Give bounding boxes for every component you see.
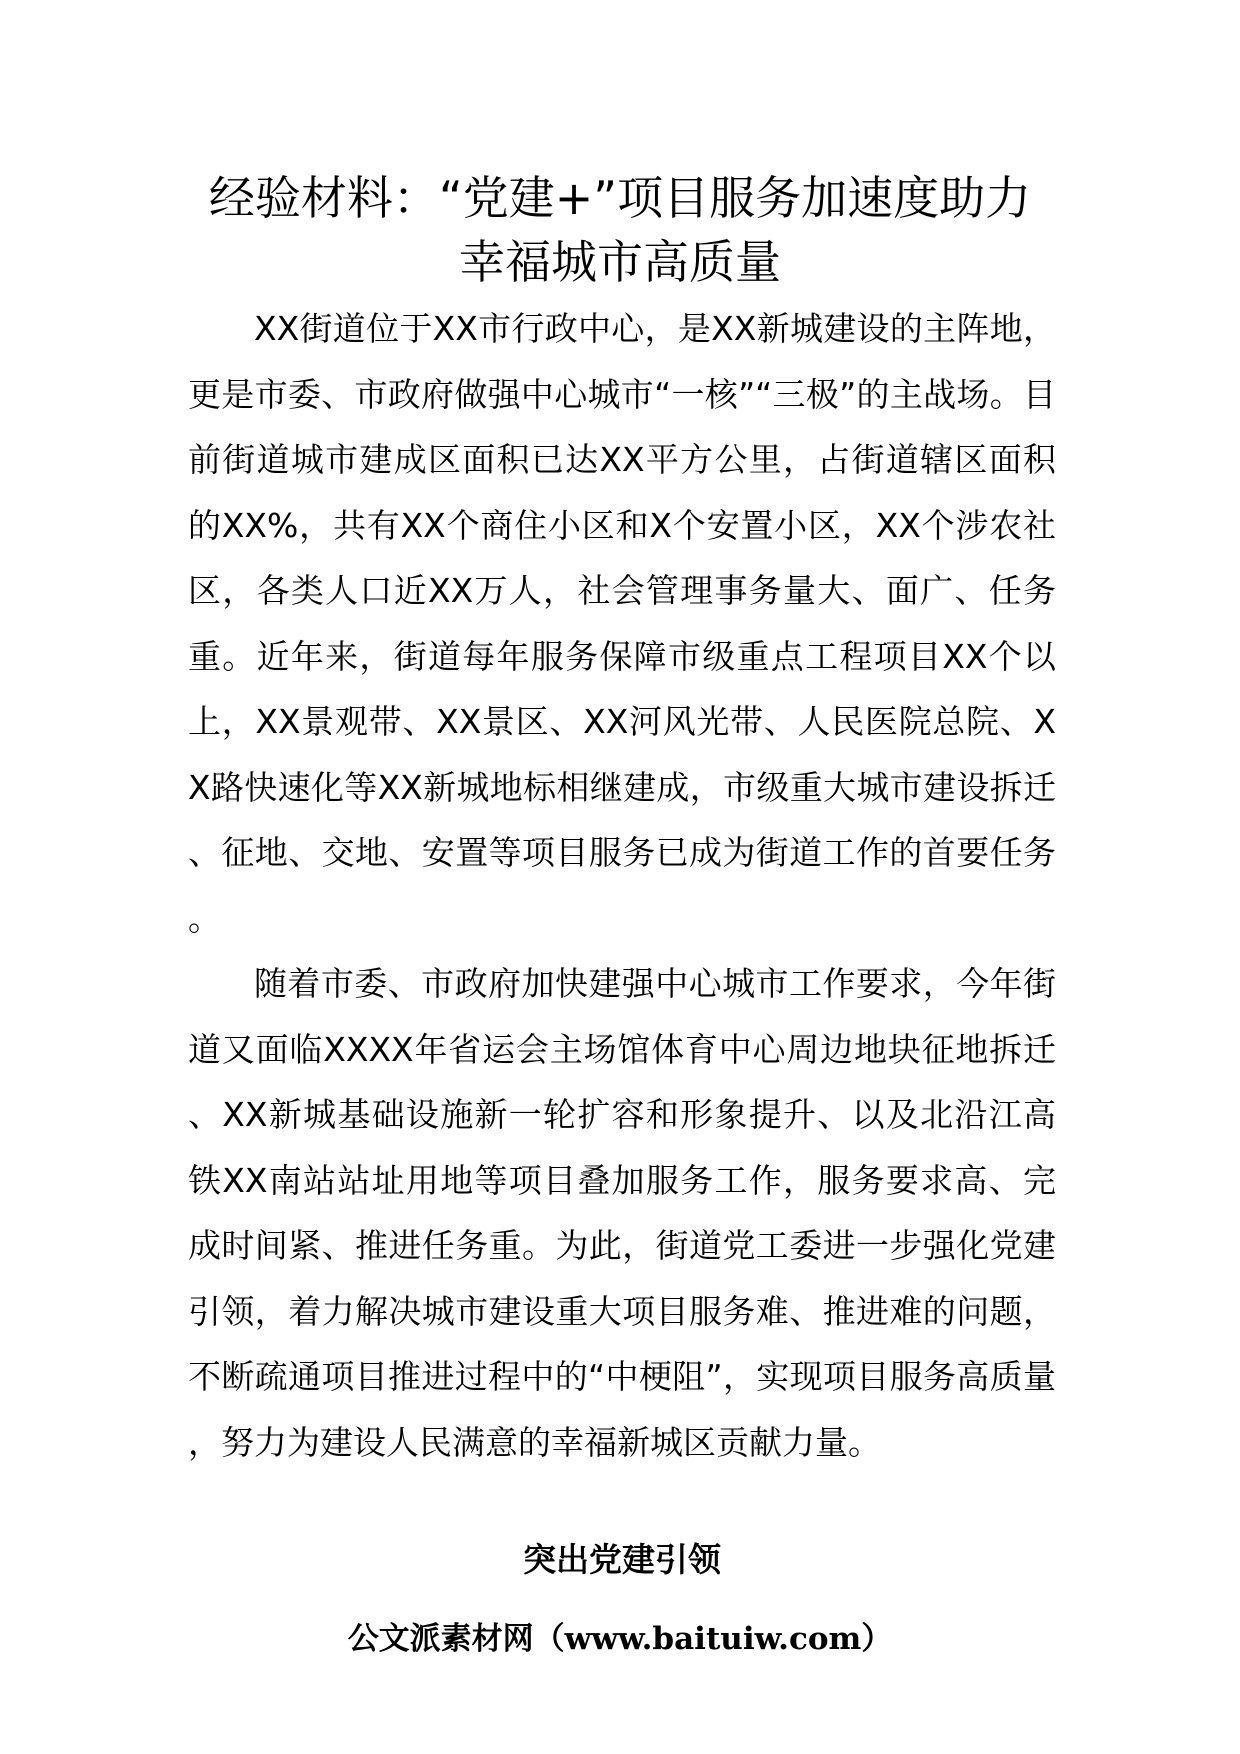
document-title-line-1: 经验材料：“党建+”项目服务加速度助力 xyxy=(208,171,1032,225)
document-body xyxy=(188,296,1056,1475)
footer-watermark: 公文派素材网（www.baituiw.com） xyxy=(347,1621,893,1657)
section-heading: 突出党建引领 xyxy=(523,1540,721,1579)
document-title-line-2: 幸福城市高质量 xyxy=(459,235,781,289)
body-paragraph-2: 随着市委、市政府加快建强中心城市工作要求，今年街道又面临XXXX年省运会主场馆体育中心周边地块征地拆迁、XX新城基础设施新一轮扩容和形象提升、以及北沿江高铁XX南站站址用地等项目叠加服务工作，服务要求高、完成时间紧、推进任务重。为此，街道党工委进一步强化党建引领，着力解决城市建设重大项目服务难、推进难的问题，不断疏通项目推进过程中的“中梗阻”，实现项目服务高质量，努力为建设人民满意的幸福新城区贡献力量。 xyxy=(188,964,1056,1462)
body-paragraph-1: XX街道位于XX市行政中心，是XX新城建设的主阵地，更是市委、市政府做强中心城市“一核”“三极”的主战场。目前街道城市建成区面积已达XX平方公里，占街道辖区面积的XX%，共有XX个商住小区和X个安置小区，XX个涉农社区，各类人口近XX万人，社会管理事务量大、面广、任务重。近年来，街道每年服务保障市级重点工程项目XX个以上，XX景观带、XX景区、XX河风光带、人民医院总院、XX路快速化等XX新城地标相继建成，市级重大城市建设拆迁、征地、交地、安置等项目服务已成为街道工作的首要任务。 xyxy=(188,309,1056,938)
document-title xyxy=(160,166,1080,294)
